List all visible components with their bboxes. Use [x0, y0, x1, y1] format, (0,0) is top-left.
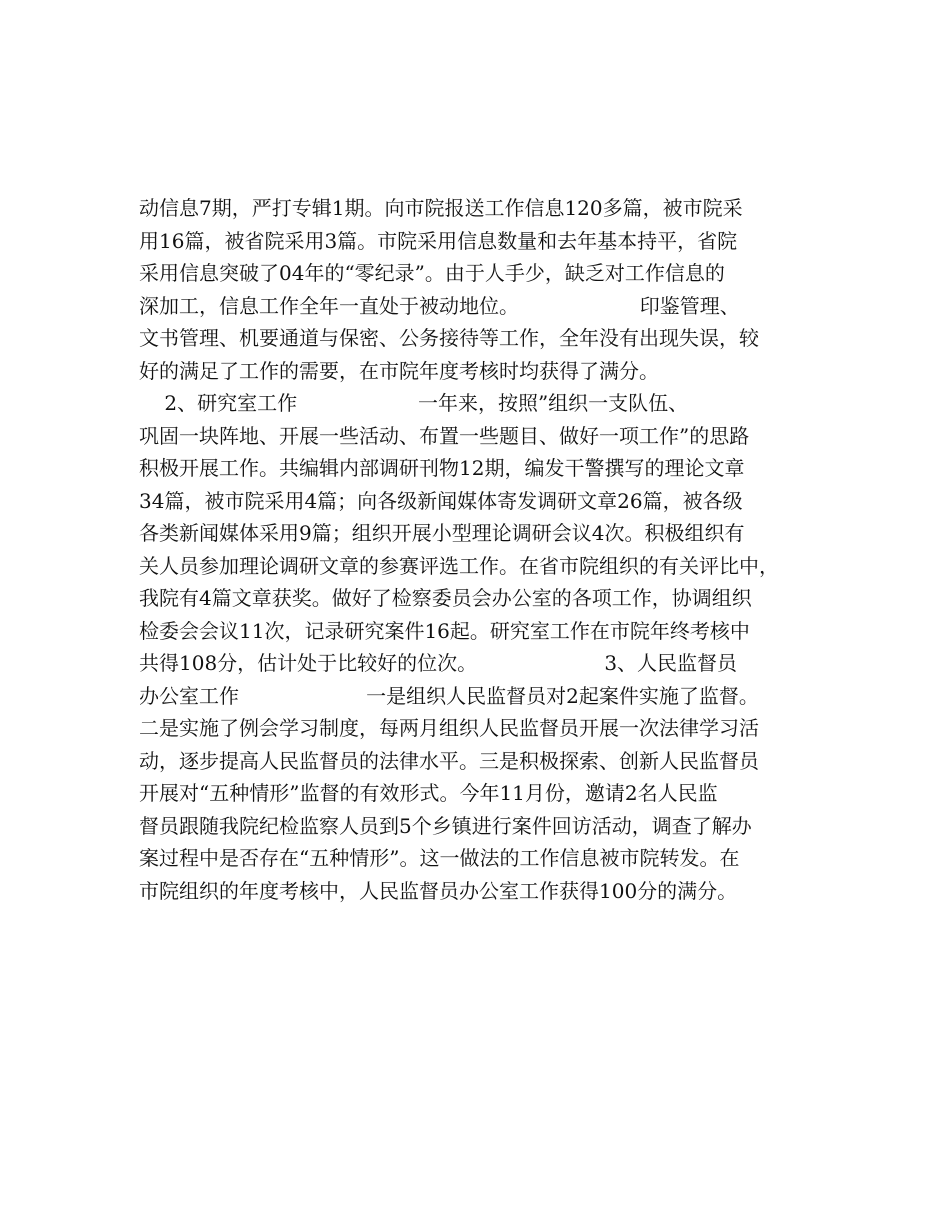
text-line: 检委会会议11次，记录研究案件16起。研究室工作在市院年终考核中 [139, 618, 750, 643]
text-line: 巩固一块阵地、开展一些活动、布置一些题目、做好一项工作”的思路 [139, 423, 750, 448]
body-text [139, 192, 839, 907]
text-line: 案过程中是否存在“五种情形”。这一做法的工作信息被市院转发。在 [139, 846, 740, 870]
text-line: 我院有4篇文章获奖。做好了检察委员会办公室的各项工作，协调组织 [139, 586, 752, 610]
text-line: 好的满足了工作的需要，在市院年度考核时均获得了满分。 [139, 358, 659, 383]
text-line: 动，逐步提高人民监督员的法律水平。三是积极探索、创新人民监督员 [139, 748, 759, 773]
text-line: 各类新闻媒体采用9篇；组织开展小型理论调研会议4次。积极组织有 [139, 521, 745, 545]
text-line: 关人员参加理论调研文章的参赛评选工作。在省市院组织的有关评比中， [139, 553, 779, 578]
text-line: 采用信息突破了04年的“零纪录”。由于人手少，缺乏对工作信息的 [139, 261, 725, 285]
text-line: 积极开展工作。共编辑内部调研刊物12期，编发干警撰写的理论文章 [139, 456, 745, 480]
text-line: 34篇，被市院采用4篇；向各级新闻媒体寄发调研文章26篇，被各级 [139, 488, 743, 513]
text-line: 督员跟随我院纪检监察人员到5个乡镇进行案件回访活动，调查了解办 [139, 813, 752, 838]
text-line: 用16篇，被省院采用3篇。市院采用信息数量和去年基本持平，省院 [139, 228, 738, 253]
text-line: 动信息7期，严打专辑1期。向市院报送工作信息120多篇，被市院采 [139, 196, 743, 220]
text-line: 共得108分，估计处于比较好的位次。 3、人民监督员 [139, 651, 738, 675]
text-line: 文书管理、机要通道与保密、公务接待等工作，全年没有出现失误，较 [139, 326, 759, 350]
text-line: 深加工，信息工作全年一直处于被动地位。 印鉴管理、 [139, 293, 740, 318]
text-line: 2、研究室工作 一年来，按照”组织一支队伍、 [139, 391, 689, 415]
text-line: 办公室工作 一是组织人民监督员对2起案件实施了监督。 [139, 683, 759, 708]
text-line: 市院组织的年度考核中，人民监督员办公室工作获得100分的满分。 [139, 878, 738, 903]
text-line: 开展对“五种情形”监督的有效形式。今年11月份，邀请2名人民监 [139, 781, 718, 805]
text-line: 二是实施了例会学习制度，每两月组织人民监督员开展一次法律学习活 [139, 716, 759, 740]
